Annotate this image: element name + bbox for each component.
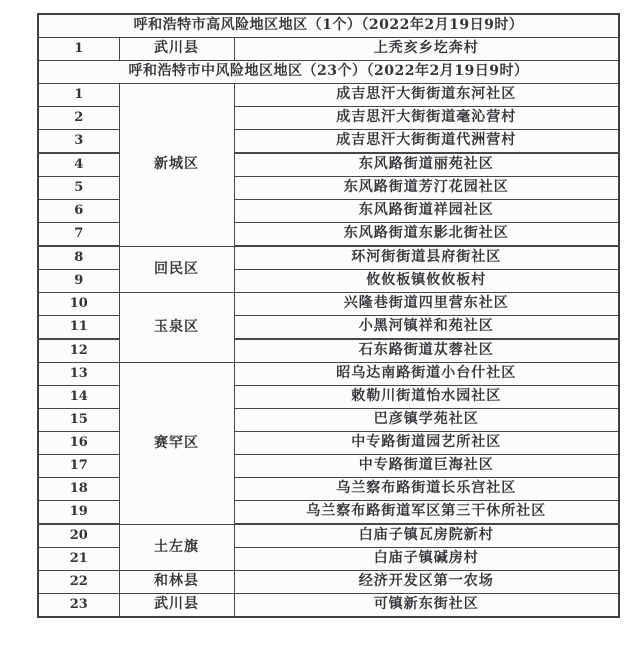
district-cell: 和林县 [119, 571, 234, 594]
row-number-cell: 16 [38, 432, 119, 455]
area-cell: 小黑河镇祥和苑社区 [234, 316, 619, 340]
area-cell: 东风路街道祥园社区 [234, 200, 619, 223]
row-number-cell: 10 [38, 293, 119, 316]
table-row [38, 293, 619, 316]
area-cell: 乌兰察布路街道军区第三干休所社区 [234, 501, 619, 525]
row-number-cell: 2 [38, 107, 119, 130]
district-cell: 赛罕区 [119, 363, 234, 525]
row-number-cell: 14 [38, 386, 119, 409]
row-number-cell: 18 [38, 478, 119, 501]
district-cell: 玉泉区 [119, 293, 234, 363]
row-number-cell: 11 [38, 316, 119, 340]
row-number-cell: 19 [38, 501, 119, 525]
table-row [38, 594, 619, 618]
row-number-cell: 3 [38, 130, 119, 154]
district-cell: 回民区 [119, 246, 234, 293]
row-number-cell: 6 [38, 200, 119, 223]
row-number-cell: 1 [38, 38, 119, 61]
district-cell: 新城区 [119, 84, 234, 247]
table-row [38, 524, 619, 548]
risk-table-body [38, 14, 619, 617]
row-number-cell: 13 [38, 363, 119, 386]
row-number-cell: 5 [38, 177, 119, 200]
area-cell: 东风路街道丽苑社区 [234, 153, 619, 177]
area-cell: 经济开发区第一农场 [234, 571, 619, 594]
table-row [38, 246, 619, 270]
area-cell: 昭乌达南路街道小台什社区 [234, 363, 619, 386]
row-number-cell: 23 [38, 594, 119, 618]
row-number-cell: 21 [38, 548, 119, 571]
section-header-row [38, 14, 619, 38]
row-number-cell: 7 [38, 223, 119, 247]
area-cell: 攸攸板镇攸攸板村 [234, 270, 619, 293]
area-cell: 东风路街道东影北街社区 [234, 223, 619, 247]
district-cell: 武川县 [119, 594, 234, 618]
area-cell: 巴彦镇学苑社区 [234, 409, 619, 432]
area-cell: 中专路街道巨海社区 [234, 455, 619, 478]
row-number-cell: 22 [38, 571, 119, 594]
risk-area-table [37, 13, 620, 618]
area-cell: 环河街街道县府街社区 [234, 246, 619, 270]
section-header-row [38, 61, 619, 84]
area-cell: 可镇新东街社区 [234, 594, 619, 618]
area-cell: 上秃亥乡圪奔村 [234, 38, 619, 61]
table-row [38, 38, 619, 61]
area-cell: 白庙子镇碱房村 [234, 548, 619, 571]
area-cell: 敕勒川街道怡水园社区 [234, 386, 619, 409]
row-number-cell: 20 [38, 524, 119, 548]
area-cell: 成吉思汗大街街道代洲营村 [234, 130, 619, 154]
area-cell: 东风路街道芳汀花园社区 [234, 177, 619, 200]
district-cell: 武川县 [119, 38, 234, 61]
area-cell: 石东路街道苁蓉社区 [234, 339, 619, 363]
section-header: 呼和浩特市高风险地区地区（1个）（2022年2月19日9时） [38, 14, 619, 38]
section-header: 呼和浩特市中风险地区地区（23个）（2022年2月19日9时） [38, 61, 619, 84]
area-cell: 兴隆巷街道四里营东社区 [234, 293, 619, 316]
table-row [38, 84, 619, 107]
area-cell: 白庙子镇瓦房院新村 [234, 524, 619, 548]
row-number-cell: 12 [38, 339, 119, 363]
area-cell: 成吉思汗大街街道东河社区 [234, 84, 619, 107]
area-cell: 乌兰察布路街道长乐宫社区 [234, 478, 619, 501]
district-cell: 土左旗 [119, 524, 234, 571]
row-number-cell: 1 [38, 84, 119, 107]
row-number-cell: 4 [38, 153, 119, 177]
row-number-cell: 8 [38, 246, 119, 270]
row-number-cell: 15 [38, 409, 119, 432]
table-row [38, 571, 619, 594]
row-number-cell: 17 [38, 455, 119, 478]
table-row [38, 363, 619, 386]
area-cell: 成吉思汗大街街道毫沁营村 [234, 107, 619, 130]
row-number-cell: 9 [38, 270, 119, 293]
area-cell: 中专路街道园艺所社区 [234, 432, 619, 455]
